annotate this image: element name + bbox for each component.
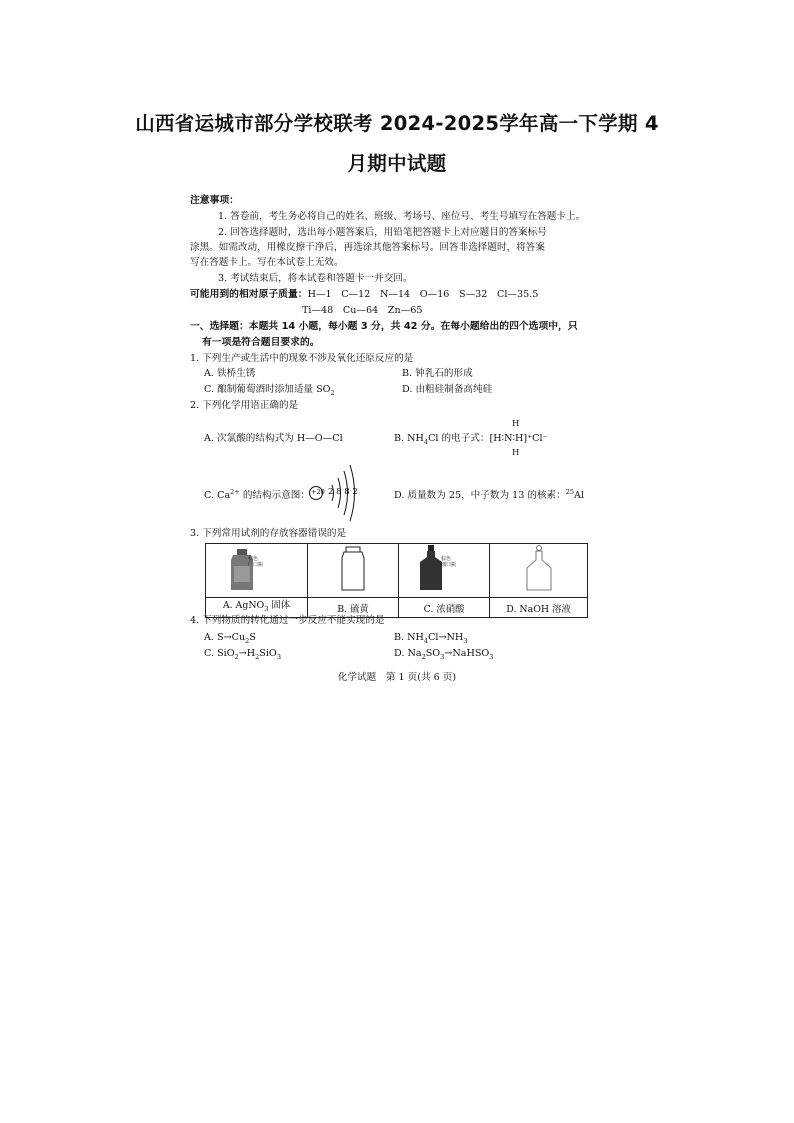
section1-line2: 有一项是符合题目要求的。 bbox=[202, 337, 320, 348]
exam-title-line1: 山西省运城市部分学校联考 2024-2025学年高一下学期 4 bbox=[135, 112, 659, 135]
notice-item-2a: 2. 回答选择题时，选出每小题答案后，用铅笔把答题卡上对应题目的答案标号 bbox=[218, 227, 547, 238]
q2-option-c: C. $Ca^{2+}$ 的结构示意图： bbox=[204, 488, 310, 502]
q3-bottle-table bbox=[205, 543, 588, 618]
q1-option-a: A. 铁桥生锈 bbox=[204, 368, 256, 379]
bottle-cell-b bbox=[307, 544, 398, 598]
bottle-a-label: 棕色 广口瓶 bbox=[248, 556, 264, 568]
clear-narrow-mouth-bottle-icon bbox=[509, 544, 569, 592]
q2-stem: 2. 下列化学用语正确的是 bbox=[190, 400, 299, 411]
q1-option-d: D. 由粗硅制备高纯硅 bbox=[402, 384, 493, 395]
calcium-nucleus-charge: +20 bbox=[311, 488, 325, 496]
notice-item-3: 3. 考试结束后，将本试卷和答题卡一并交回。 bbox=[218, 273, 413, 284]
q4-option-b: B. $NH_4Cl\to NH_3$ bbox=[394, 632, 468, 645]
q1-stem: 1. 下列生产或生活中的现象不涉及氧化还原反应的是 bbox=[190, 353, 414, 364]
q4-stem: 4. 下列物质的转化通过一步反应不能实现的是 bbox=[190, 615, 385, 626]
exam-title-line2: 月期中试题 bbox=[347, 152, 447, 175]
q2-option-b: B. $NH_4Cl$ 的电子式：[H∶N∶H]⁺Cl⁻ bbox=[394, 433, 548, 446]
q1-option-c: C. 酿制葡萄酒时添加适量 $SO_2$ bbox=[204, 384, 335, 397]
q2-electron-h-top: H bbox=[512, 419, 520, 429]
section1-line1: 一、选择题：本题共 14 小题，每小题 3 分，共 42 分。在每小题给出的四个选项中，只 bbox=[190, 321, 578, 332]
q2-option-d: D. 质量数为 25，中子数为 13 的核素：$^{25}$Al bbox=[394, 488, 585, 502]
q4-option-c: C. $SiO_2\to H_2SiO_3$ bbox=[204, 648, 281, 661]
atomic-masses-line1: H—1 C—12 N—14 O—16 S—32 Cl—35.5 bbox=[307, 289, 539, 300]
brown-wide-mouth-bottle-icon bbox=[226, 544, 286, 592]
notice-heading: 注意事项： bbox=[190, 195, 239, 206]
q3-option-d: D. NaOH 溶液 bbox=[490, 598, 588, 618]
clear-wide-mouth-bottle-icon bbox=[323, 544, 383, 592]
notice-item-2c: 写在答题卡上。写在本试卷上无效。 bbox=[190, 257, 344, 268]
atomic-masses-label: 可能用到的相对原子质量： bbox=[190, 289, 308, 300]
q2-option-a: A. 次氯酸的结构式为 H—O—Cl bbox=[204, 433, 343, 444]
page-footer: 化学试题 第 1 页(共 6 页) bbox=[337, 672, 457, 683]
q2-ammonium-formula: [H∶N∶H]⁺Cl⁻ bbox=[489, 433, 548, 444]
notice-item-2b: 涂黑。如需改动，用橡皮擦干净后，再选涂其他答案标号。回答非选择题时，将答案 bbox=[190, 242, 545, 253]
atomic-masses-row1 bbox=[190, 287, 538, 302]
bottle-c-label: 棕色 细口瓶 bbox=[441, 556, 457, 568]
q1-option-b: B. 钟乳石的形成 bbox=[402, 368, 473, 379]
q4-option-d: D. $Na_2SO_3\to NaHSO_3$ bbox=[394, 648, 494, 661]
q3-option-b: B. 硫黄 bbox=[307, 598, 398, 618]
q3-option-c: C. 浓硝酸 bbox=[399, 598, 490, 618]
q3-stem: 3. 下列常用试剂的存放容器错误的是 bbox=[190, 528, 347, 539]
calcium-electron-shells: 2 8 8 2 bbox=[328, 487, 358, 497]
q2-electron-h-bottom: H bbox=[512, 448, 520, 458]
atomic-masses-line2: Ti—48 Cu—64 Zn—65 bbox=[302, 305, 423, 316]
bottle-cell-d bbox=[490, 544, 588, 598]
bottle-cell-a bbox=[206, 544, 308, 598]
q4-option-a: A. $S\to Cu_2S$ bbox=[204, 632, 256, 645]
bottle-cell-c bbox=[399, 544, 490, 598]
brown-narrow-mouth-bottle-icon bbox=[414, 544, 474, 592]
q3-option-a: A. AgNO$_3$ 固体 bbox=[206, 598, 308, 618]
notice-item-1: 1. 答卷前，考生务必将自己的姓名、班级、考场号、座位号、考生号填写在答题卡上。 bbox=[218, 211, 586, 222]
